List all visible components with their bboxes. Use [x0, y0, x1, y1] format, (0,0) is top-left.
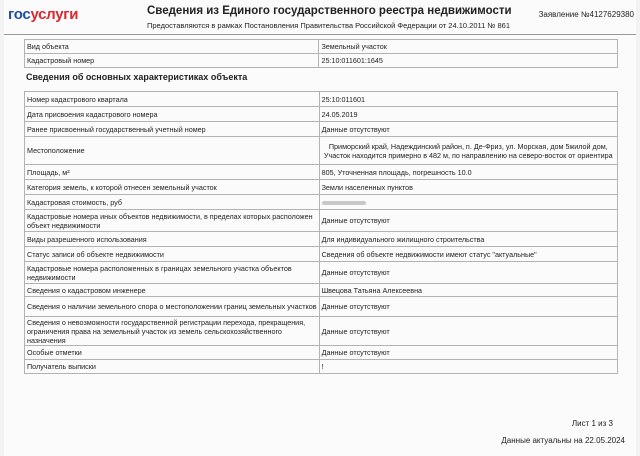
characteristics-table [24, 91, 618, 374]
table-row [25, 54, 618, 68]
row-value: Земельный участок [319, 40, 618, 54]
table-row [25, 40, 618, 54]
table-row: Ранее присвоенный государственный учетный номер Данные отсутствуют [25, 122, 618, 137]
table-row: Кадастровые номера иных объектов недвижимости, в пределах которых расположен объект недвижимости Данные отсутствуют [25, 210, 618, 232]
table-row: Сведения о кадастровом инженере Швецова Татьяна Алексеевна [25, 284, 618, 297]
table-row: Статус записи об объекте недвижимости Сведения об объекте недвижимости имеют статус "актуальные" [25, 247, 618, 262]
page-counter: Лист 1 из 3 [571, 419, 613, 428]
table-row: Особые отметки Данные отсутствуют [25, 346, 618, 360]
row-label: Вид объекта [25, 40, 319, 54]
table-row: Получатель выписки ! [25, 360, 618, 374]
document-subtitle: Предоставляются в рамках Постановления Правительства Российской Федерации от 24.10.2011 № 861 [147, 21, 511, 30]
actual-date: Данные актуальны на 22.05.2024 [501, 436, 625, 445]
gosuslugi-logo: госуслуги [8, 6, 79, 23]
table-row: Площадь, м² 805, Уточненная площадь, погрешность 10.0 [25, 165, 618, 180]
table-row: Дата присвоения кадастрового номера 24.05.2019 [25, 107, 618, 122]
table-row: Номер кадастрового квартала 25:10:011601 [25, 92, 618, 107]
row-label: Кадастровый номер [25, 54, 319, 68]
row-value: 25:10:011601:1645 [319, 54, 618, 68]
table-row: Виды разрешенного использования Для индивидуального жилищного строительства [25, 232, 618, 247]
table-row: Кадастровая стоимость, руб [25, 195, 618, 210]
redacted-value [319, 195, 617, 210]
table-row: Кадастровые номера расположенных в границах земельного участка объектов недвижимости Данные отсутствуют [25, 262, 618, 284]
document-title: Сведения из Единого государственного реестра недвижимости [147, 5, 512, 17]
table-row: Категория земель, к которой отнесен земельный участок Земли населенных пунктов [25, 180, 618, 195]
application-number: Заявление №4127629380 [538, 10, 634, 19]
document-page [4, 0, 636, 456]
table-row: Сведения о наличии земельного спора о местоположении границ земельных участков Данные отсутствуют [25, 297, 618, 317]
table-row: Местоположение Приморский край, Надеждинский район, п. Де-Фриз, ул. Морская, дом 5жилой дом, Участок находится примерно в 482 м, по направлению на северо-восток от ориентира [25, 137, 618, 165]
table-row: Сведения о невозможности государственной регистрации перехода, прекращения, ограничения права на земельный участок из земель сельскохозяйственного назначения Данные отсутствуют [25, 317, 618, 346]
object-table [24, 39, 618, 68]
document-header [4, 0, 636, 35]
section-title: Сведения об основных характеристиках объекта [26, 72, 248, 82]
